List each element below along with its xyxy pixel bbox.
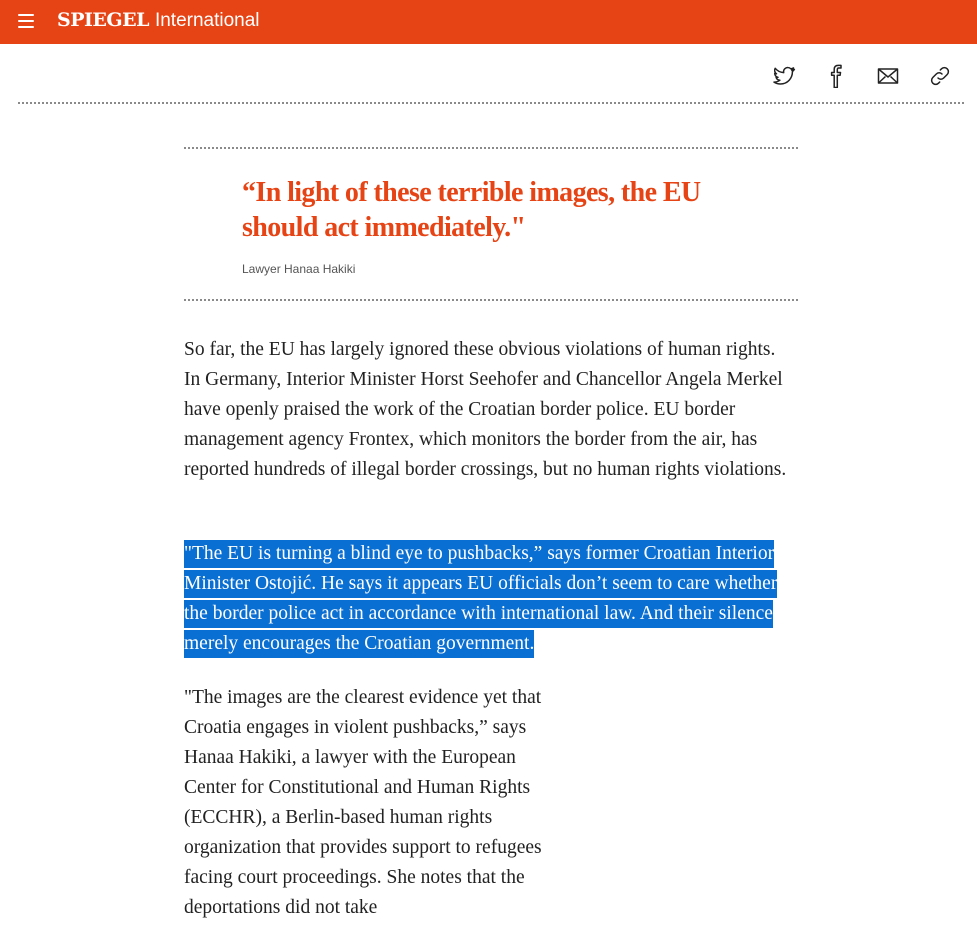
mail-icon[interactable]	[875, 63, 901, 89]
article-paragraph: "The images are the clearest evidence yet that Croatia engages in violent pushbacks,” says Hanaa Hakiki, a lawyer with the European Center for Constitutional and Human Rights (ECCHR), a Berlin-based human rights organization that provides support to refugees facing court proceedings. She notes that the deportations did not take	[184, 687, 542, 918]
quote-bottom-divider	[184, 299, 798, 301]
menu-line	[18, 14, 34, 16]
twitter-icon[interactable]	[771, 63, 797, 89]
quote-top-divider	[184, 147, 798, 149]
article-paragraph-selected	[184, 539, 796, 659]
share-bar	[0, 44, 977, 104]
menu-line	[18, 26, 34, 28]
top-navigation-bar	[0, 0, 977, 44]
menu-line	[18, 20, 34, 22]
pull-quote-text: “In light of these terrible images, the EU should act immediately."	[242, 177, 701, 243]
pull-quote	[242, 175, 722, 276]
brand-name: SPIEGEL	[57, 9, 149, 31]
link-icon[interactable]	[927, 63, 953, 89]
hamburger-menu-icon[interactable]	[18, 13, 34, 29]
share-divider	[18, 102, 964, 104]
section-name: International	[154, 10, 260, 31]
selected-text: "The EU is turning a blind eye to pushbacks,” says former Croatian Interior Minister Ostojić. He says it appears EU officials don’t seem to care whether the border police act in accordance with international law. And their silence merely encourages the Croatian government.	[184, 540, 777, 658]
site-logo[interactable]	[57, 9, 260, 32]
pull-quote-author: Lawyer Hanaa Hakiki	[242, 262, 356, 276]
facebook-icon[interactable]	[823, 63, 849, 89]
article-paragraph: So far, the EU has largely ignored these obvious violations of human rights. In Germany, Interior Minister Horst Seehofer and Chancellor Angela Merkel have openly praised the work of the Croatian border police. EU border management agency Frontex, which monitors the border from the air, has reported hundreds of illegal border crossings, but no human rights violations.	[184, 339, 787, 480]
